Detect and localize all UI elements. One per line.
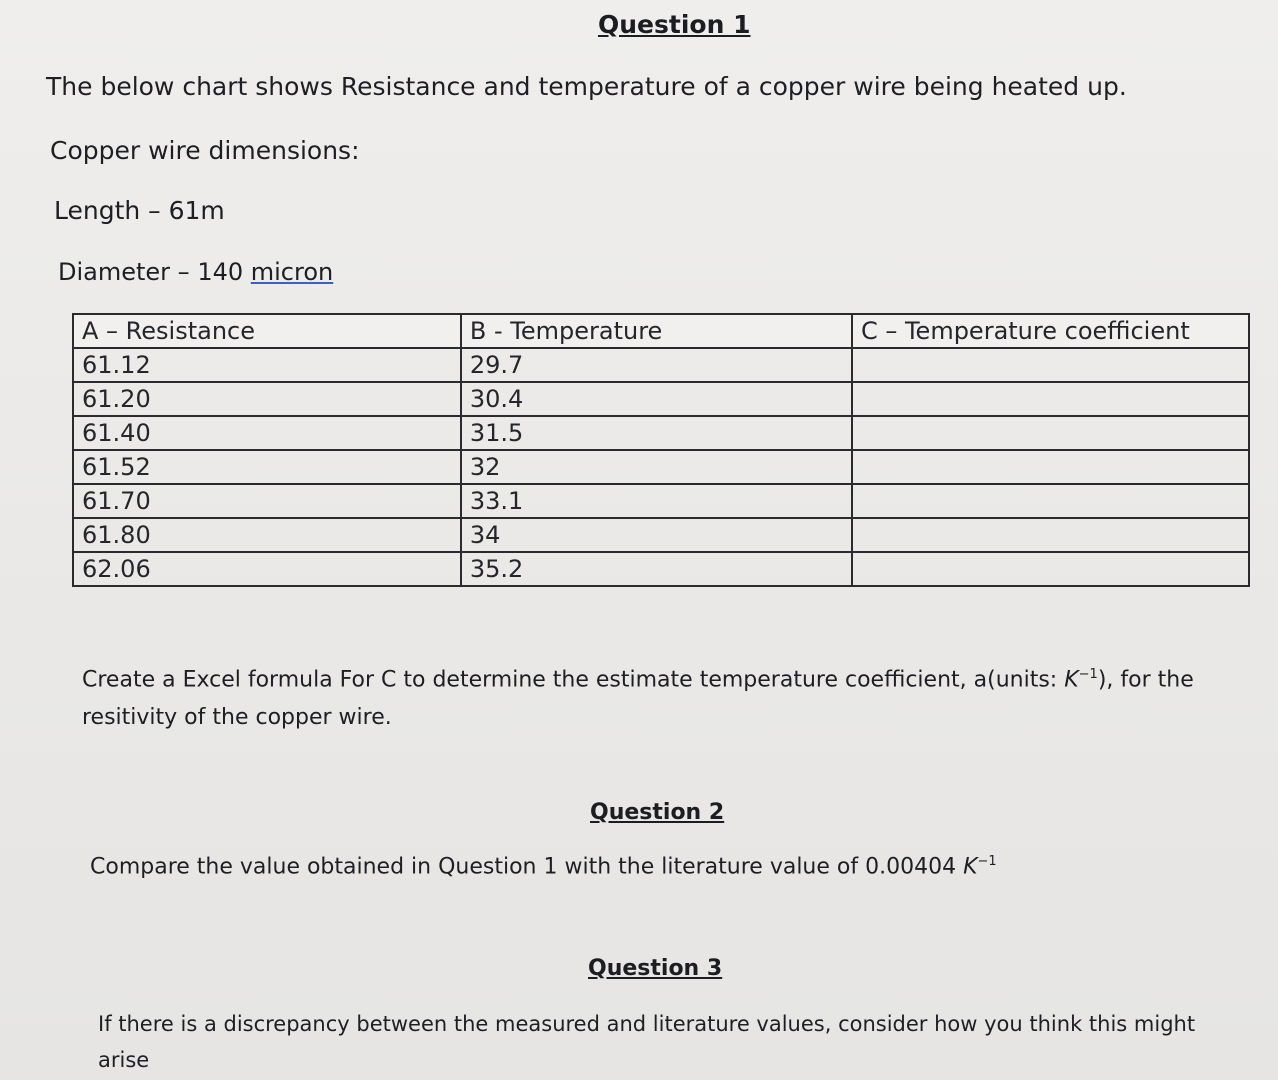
coefficient-cell <box>852 450 1249 484</box>
instruction-unit-exponent: −1 <box>1078 667 1098 682</box>
resistance-cell: 61.40 <box>73 416 461 450</box>
table-row <box>73 416 1249 450</box>
header-temperature: B - Temperature <box>461 314 852 348</box>
table-header-row <box>73 314 1249 348</box>
dimensions-title: Copper wire dimensions: <box>50 136 360 165</box>
length-value: 61m <box>168 196 225 225</box>
coefficient-cell <box>852 382 1249 416</box>
resistance-cell: 62.06 <box>73 552 461 586</box>
diameter-line <box>58 258 333 286</box>
temperature-cell: 34 <box>461 518 852 552</box>
coefficient-cell <box>852 552 1249 586</box>
length-line <box>54 196 225 225</box>
instruction-text-end: ), for the resitivity of the copper wire. <box>82 667 1194 731</box>
coefficient-cell <box>852 348 1249 382</box>
temperature-cell: 30.4 <box>461 382 852 416</box>
resistance-cell: 61.70 <box>73 484 461 518</box>
resistance-cell: 61.20 <box>73 382 461 416</box>
header-resistance: A – Resistance <box>73 314 461 348</box>
question-2-unit-exponent: −1 <box>977 854 997 869</box>
question-2-text <box>90 854 997 879</box>
question-3-title: Question 3 <box>588 956 723 981</box>
temperature-cell: 33.1 <box>461 484 852 518</box>
table-row <box>73 450 1249 484</box>
table-row <box>73 348 1249 382</box>
resistance-cell: 61.12 <box>73 348 461 382</box>
table-row <box>73 382 1249 416</box>
instruction-text-start: Create a Excel formula For C to determine the estimate temperature coefficient, a(units: <box>82 667 1065 693</box>
diameter-label: Diameter – <box>58 258 198 286</box>
question-3-text: If there is a discrepancy between the measured and literature values, consider how you think this might arise <box>98 1012 1196 1072</box>
question-2-body: Compare the value obtained in Question 1 with the literature value of 0.00404 <box>90 854 964 880</box>
coefficient-cell <box>852 416 1249 450</box>
coefficient-cell <box>852 518 1249 552</box>
table-row <box>73 518 1249 552</box>
question-2-title: Question 2 <box>590 800 725 825</box>
temperature-cell: 35.2 <box>461 552 852 586</box>
question-1-intro: The below chart shows Resistance and temperature of a copper wire being heated up. <box>46 72 1127 101</box>
diameter-unit: micron <box>250 258 334 286</box>
instruction-unit: K <box>1064 667 1079 693</box>
table-row <box>73 552 1249 586</box>
diameter-number: 140 <box>197 258 251 286</box>
table-row <box>73 484 1249 518</box>
question-1-title: Question 1 <box>598 10 751 39</box>
header-temperature-coefficient: C – Temperature coefficient <box>852 314 1249 348</box>
question-2-unit: K <box>963 854 978 880</box>
temperature-cell: 32 <box>461 450 852 484</box>
question-1-instruction <box>82 656 1202 737</box>
resistance-cell: 61.52 <box>73 450 461 484</box>
resistance-cell: 61.80 <box>73 518 461 552</box>
coefficient-cell <box>852 484 1249 518</box>
temperature-cell: 29.7 <box>461 348 852 382</box>
length-label: Length – <box>54 196 169 225</box>
resistance-temperature-table <box>72 313 1250 587</box>
temperature-cell: 31.5 <box>461 416 852 450</box>
